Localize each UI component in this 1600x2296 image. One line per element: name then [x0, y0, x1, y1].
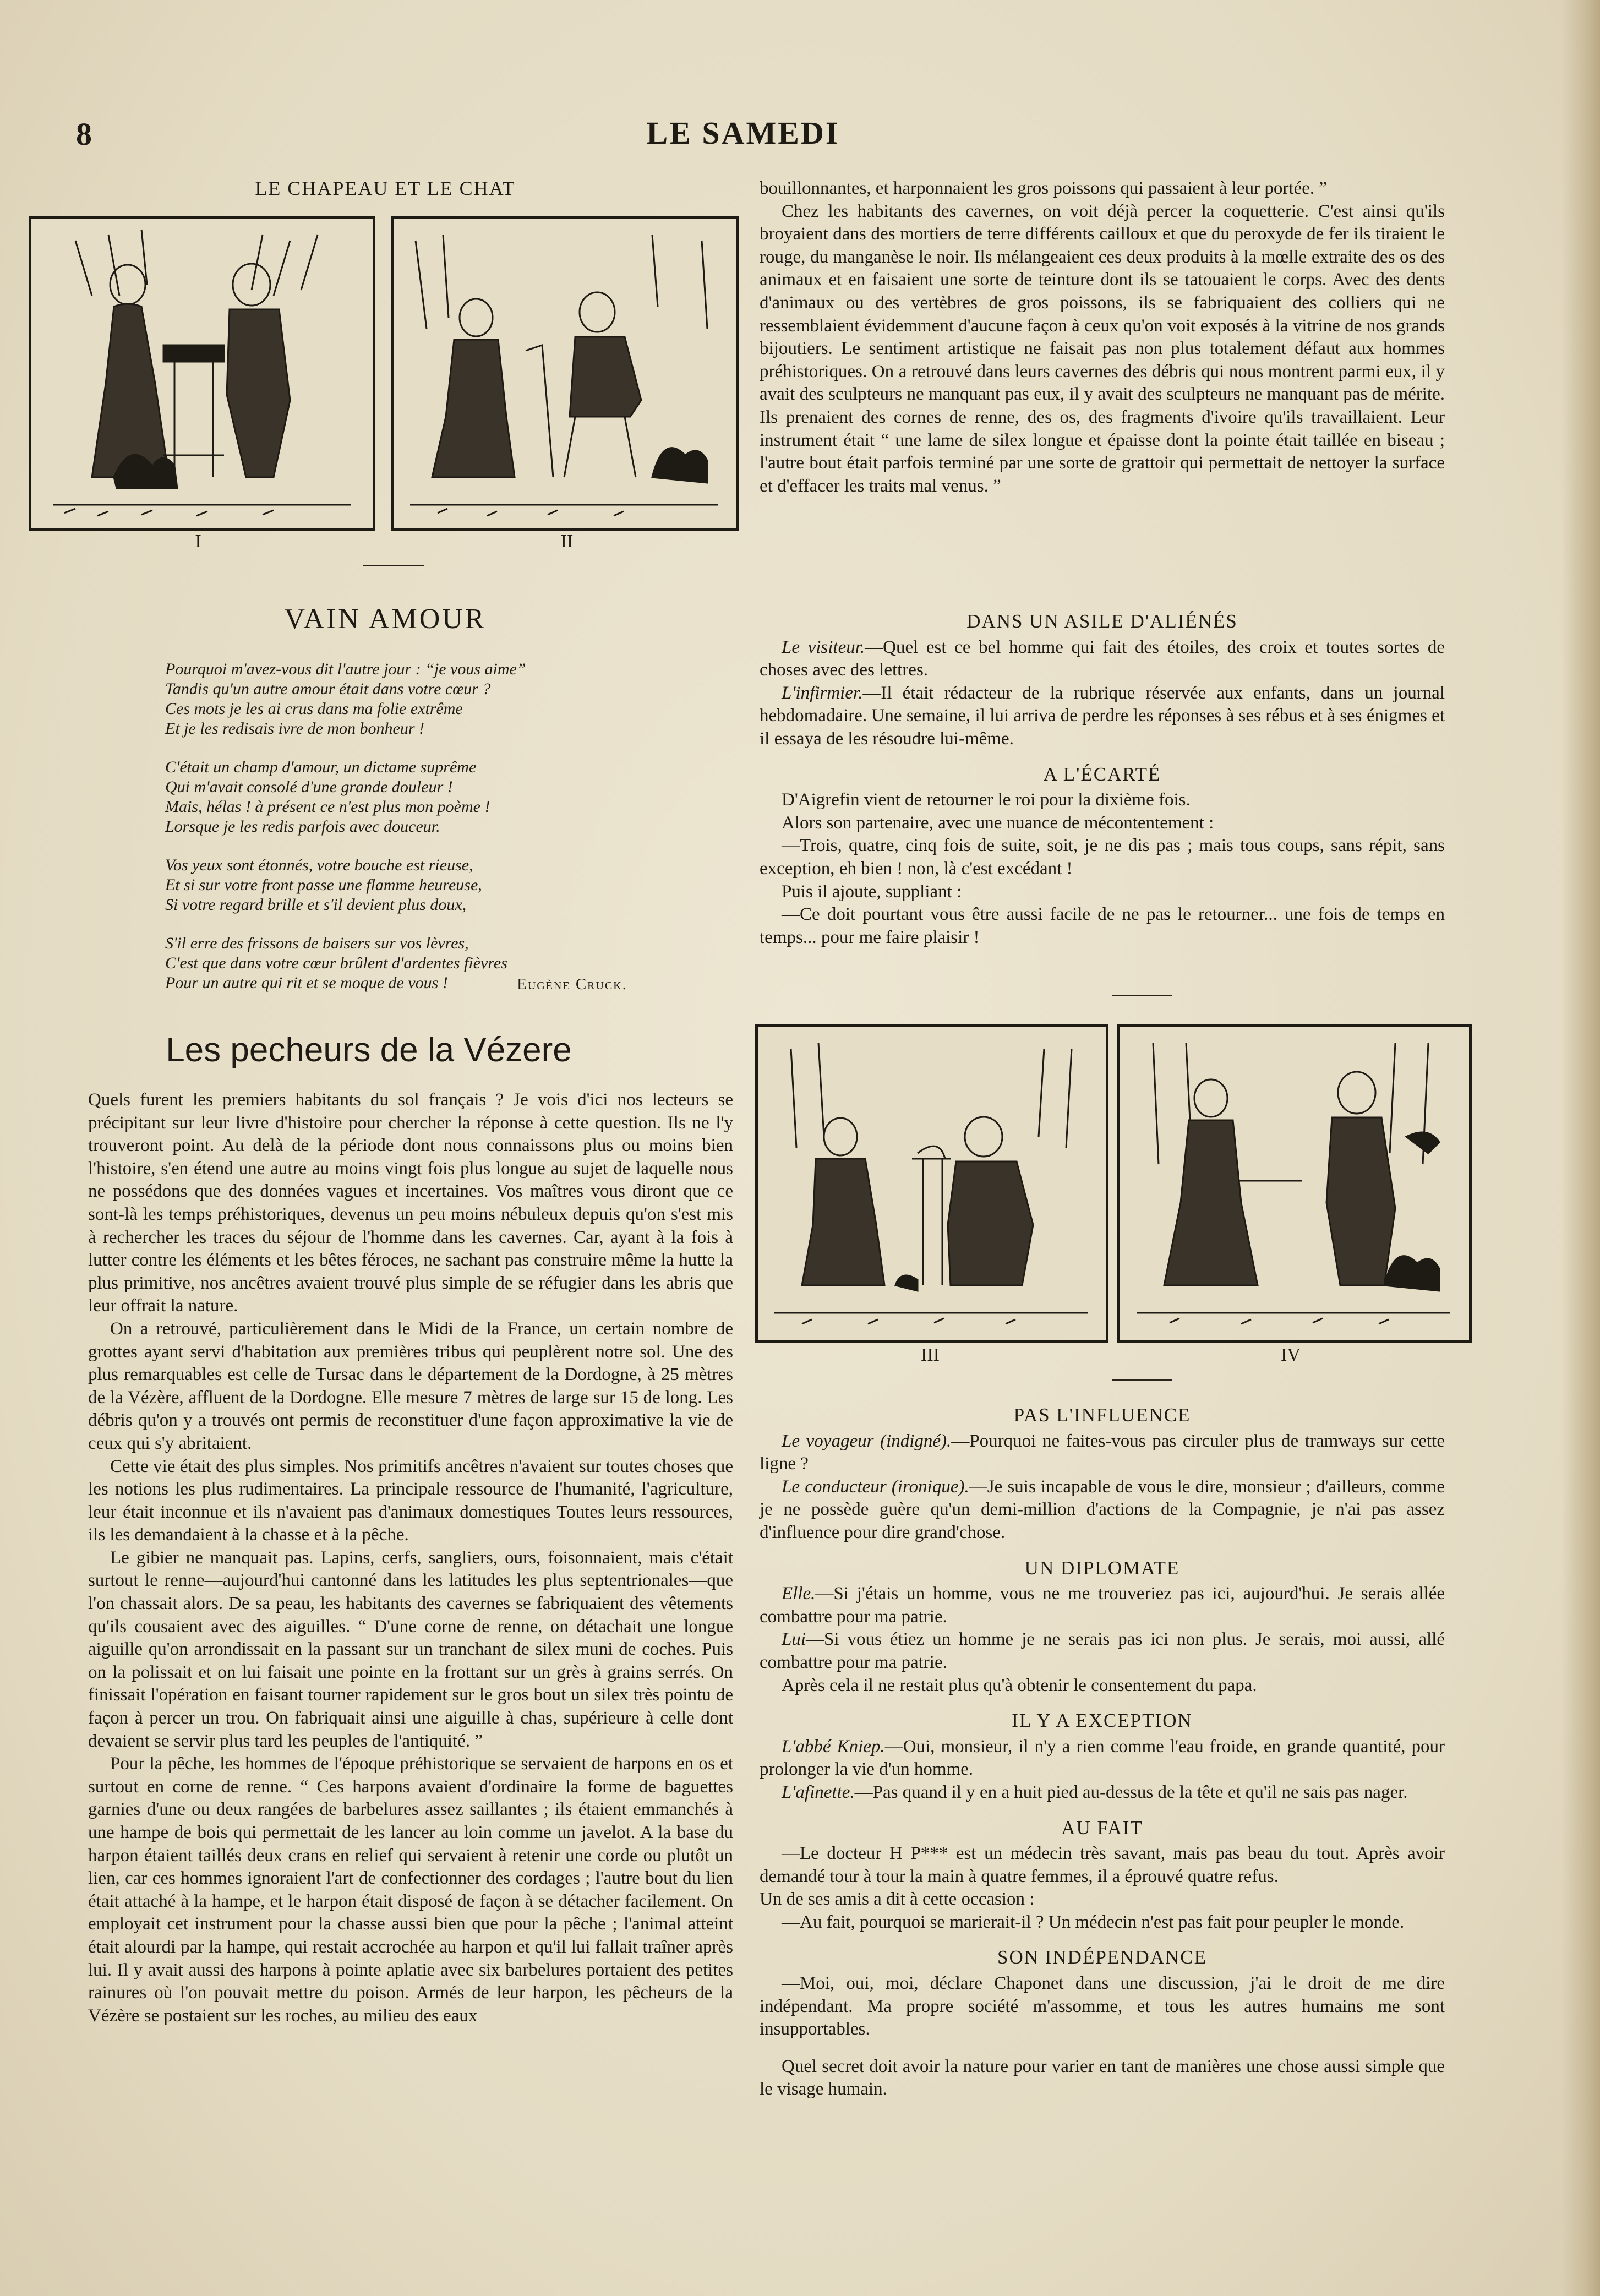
comic-title: LE CHAPEAU ET LE CHAT — [255, 177, 516, 199]
poem-line: Et si sur votre front passe une flamme heureuse, — [165, 876, 482, 894]
article-paragraph: Quels furent les premiers habitants du sol français ? Je vois d'ici nos lecteurs se précipitant sur leur livre d'histoire pour chercher la réponse à cette question. Ils ne l'y trouveront point. Au delà de la période dont nous connaissons plus ou moins bien l'histoire, s'en étend une autre au moins vingt fois plus longue au sujet de laquelle nous ne possédons que des données vagues et incertaines. Vos maîtres vous diront que ce sont-là les temps préhistoriques, devenus un peu moins nébuleux depuis qu'on s'est mis à rechercher les traces du séjour de l'homme dans les cavernes. Car, ayant à la fois à lutter contre les éléments et les bêtes féroces, ne sachant pas construire même la hutte la plus primitive, nos ancêtres avaient trouvé plus simple de se réfugier dans les abris que leur offrait la nature. — [88, 1090, 733, 1316]
section-title: DANS UN ASILE D'ALIÉNÉS — [966, 610, 1238, 632]
joke-text: —Je suis incapable de vous le dire, monsieur ; d'ailleurs, comme je ne possède guère qu'un demi-million d'actions de la Compagnie, je n'ai pas assez d'influence pour dire grand'chose. — [760, 1476, 1445, 1542]
article-paragraph: On a retrouvé, particulièrement dans le Midi de la France, un certain nombre de grottes ayant servi d'habitation aux premières tribus qui peuplèrent notre sol. Une des plus remarquables est celle de Tursac dans le département de la Dordogne, à 25 mètres de la Vézère, affluent de la Dordogne. Elle mesure 7 mètres de large sur 15 de long. Les débris qu'on y a trouvés ont permis de reconstituer d'une façon approximative la vie de ceux qui s'y abritaient. — [88, 1318, 733, 1453]
section-title: AU FAIT — [1061, 1817, 1143, 1839]
joke-text: —Il était rédacteur de la rubrique réservée aux enfants, dans un journal hebdomadaire. Une semaine, il lui arriva de perdre les réponses à ses rébus et à ses énigmes et il essaya de les résoudre lui-même. — [760, 683, 1445, 749]
separator-rule — [1112, 1379, 1172, 1381]
jokes-lower — [760, 1404, 1445, 2101]
masthead: LE SAMEDI — [646, 115, 840, 151]
poem-line: Si votre regard brille et s'il devient plus doux, — [165, 896, 467, 914]
panel-number-3: III — [921, 1345, 940, 1365]
joke-text: —Pourquoi ne faites-vous pas circuler plus de tramways sur cette ligne ? — [760, 1431, 1445, 1474]
article-body — [88, 1089, 733, 2027]
poem-title: VAIN AMOUR — [284, 603, 487, 635]
section-title: UN DIPLOMATE — [1024, 1557, 1180, 1579]
joke-text: —Pas quand il y en a huit pied au-dessus de la tête et qu'il ne sais pas nager. — [854, 1782, 1408, 1802]
speaker: L'abbé Kniep. — [782, 1736, 885, 1757]
poem-line: Tandis qu'un autre amour était dans votre cœur ? — [165, 680, 491, 698]
speaker: Le visiteur. — [782, 637, 865, 657]
article-continuation — [760, 177, 1445, 498]
poem-line: Pour un autre qui rit et se moque de vous ! — [165, 974, 448, 992]
section-title: A L'ÉCARTÉ — [1043, 763, 1161, 785]
joke-text: Alors son partenaire, avec une nuance de mécontentement : — [782, 812, 1214, 833]
separator-rule — [1112, 995, 1172, 996]
poem-line: Mais, hélas ! à présent ce n'est plus mon poème ! — [165, 798, 490, 816]
comic-panel-3-illustration — [758, 1027, 1106, 1340]
joke-text: Puis il ajoute, suppliant : — [782, 881, 962, 902]
article-paragraph: bouillonnantes, et harponnaient les gros poissons qui passaient à leur portée. ” — [760, 178, 1328, 198]
panel-number-4: IV — [1281, 1345, 1301, 1365]
joke-text: —Si j'étais un homme, vous ne me trouveriez pas ici, aujourd'hui. Je serais allée combattre pour ma patrie. — [760, 1584, 1445, 1627]
article-title: Les pecheurs de la Vézere — [166, 1031, 572, 1069]
comic-panel-4 — [1117, 1024, 1472, 1343]
article-paragraph: Pour la pêche, les hommes de l'époque préhistorique se servaient de harpons en os et surtout en corne de renne. “ Ces harpons avaient d'ordinaire la forme de baguettes garnies d'une ou deux rangées de barbelures assez saillantes ; ils étaient emmanchés à une hampe de bois qui permettait de les lancer au loin comme un javelot. A la base du harpon étaient taillés deux crans en relief qui servaient à retenir une corde ou plutôt un lien, car ces hommes ignoraient l'art de confectionner des cordages ; l'autre bout du lien était attaché à la hampe, et le harpon était disposé de façon à se détacher facilement. On employait cet instrument pour la chasse aussi bien que pour la pêche ; l'animal atteint était alourdi par la hampe, qui restait accrochée au harpon et qu'il lui fallait traîner après lui. Il y avait aussi des harpons à pointe aplatie avec six barbelures portaient des petites rainures où l'on pouvait mettre du poison. Armés de leur harpon, les pêcheurs de la Vézère se postaient sur les roches, au milieu des eaux — [88, 1754, 733, 2026]
speaker: L'afinette. — [782, 1782, 855, 1802]
joke-text: —Quel est ce bel homme qui fait des étoiles, des croix et toutes sortes de choses avec des lettres. — [760, 637, 1445, 680]
joke-text: —Le docteur H P*** est un médecin très savant, mais pas beau du tout. Après avoir demandé tour à tour la main à quatre femmes, il a éprouvé quatre refus. — [760, 1844, 1445, 1886]
speaker: Le voyageur (indigné). — [782, 1431, 952, 1451]
poem-line: Qui m'avait consolé d'une grande douleur ! — [165, 778, 453, 796]
speaker: Lui — [782, 1629, 806, 1650]
speaker: Le conducteur (ironique). — [782, 1476, 969, 1497]
comic-panel-3 — [755, 1024, 1108, 1343]
poem-line: Pourquoi m'avez-vous dit l'autre jour : “je vous aime” — [165, 660, 526, 678]
section-title: PAS L'INFLUENCE — [1013, 1404, 1191, 1426]
joke-text: D'Aigrefin vient de retourner le roi pour la dixième fois. — [782, 790, 1191, 810]
poem-line: C'était un champ d'amour, un dictame suprême — [165, 758, 477, 776]
poem-line: C'est que dans votre cœur brûlent d'ardentes fièvres — [165, 954, 507, 972]
poem-author: Eugène Cruck. — [517, 975, 627, 993]
article-paragraph: Le gibier ne manquait pas. Lapins, cerfs, sangliers, ours, foisonnaient, mais c'était surtout le renne—aujourd'hui cantonné dans les latitudes les plus septentrionales—que l'on chassait alors. De sa peau, les habitants des cavernes se fabriquaient des vêtements qu'ils cousaient avec des aiguilles. “ D'une corne de renne, on détachait une longue aiguille qu'on arrondissait en la passant sur un tranchant de silex muni de coches. Puis on la polissait et on lui faisait une pointe en la frottant sur un grès à grains serrés. On finissait l'opération en faisant tourner rapidement sur le gros bout un silex très pointu de façon à percer un trou. On fabriquait ainsi une aiguille à chas, supérieure à celle dont devaient se servir plus tard les peuples de l'antiquité. ” — [88, 1547, 733, 1751]
section-title: IL Y A EXCEPTION — [1012, 1710, 1193, 1732]
section-title: SON INDÉPENDANCE — [997, 1946, 1208, 1968]
poem-line: S'il erre des frissons de baisers sur vos lèvres, — [165, 934, 469, 952]
joke-text: —Si vous étiez un homme je ne serais pas ici non plus. Je serais, moi aussi, allé combattre pour ma patrie. — [760, 1629, 1445, 1672]
comic-panel-1-illustration — [31, 219, 373, 528]
joke-text: —Au fait, pourquoi se marierait-il ? Un médecin n'est pas fait pour peupler le monde. — [782, 1912, 1405, 1932]
joke-text: Après cela il ne restait plus qu'à obtenir le consentement du papa. — [782, 1675, 1257, 1695]
comic-panel-1 — [29, 216, 375, 531]
article-paragraph: Chez les habitants des cavernes, on voit déjà percer la coquetterie. C'est ainsi qu'ils broyaient dans des mortiers de terre différents cailloux et que du peroxyde de fer ils tiraient le rouge, du manganèse le noir. Ils mélangeaient ces deux produits à la mœlle extraite des os des animaux et en faisaient une sorte de teinture dont ils se tatouaient le corps. Avec des dents d'animaux ou des vertèbres de gros poissons, ils se fabriquaient des colliers qui ne ressemblaient évidemment d'aucune façon à ceux qu'on voit exposés à la vitrine de nos grands bijoutiers. Le sentiment artistique ne faisait pas non plus totalement défaut aux hommes préhistoriques. On a retrouvé dans leurs cavernes des débris qui nous montrent parmi eux, il y avait des sculpteurs ne manquant pas eux, il y avait des sculpteurs ne manquant pas de mérite. Ils prenaient des cornes de renne, des os, des fragments d'ivoire qu'ils travaillaient. Leur instrument était “ une lame de silex longue et épaisse dont la pointe était taillée en biseau ; l'autre bout était parfois terminé par une sorte de grattoir qui permettait de nettoyer la surface et d'effacer les traits mal venus. ” — [760, 201, 1445, 496]
poem-line: Ces mots je les ai crus dans ma folie extrême — [165, 700, 463, 718]
comic-panel-2-illustration — [394, 219, 736, 528]
joke-text: —Trois, quatre, cinq fois de suite, soit, je ne dis pas ; mais tous coups, sans répit, sans exception, eh bien ! non, là c'est excédant ! — [760, 836, 1445, 879]
separator-rule — [363, 565, 424, 566]
comic-panel-4-illustration — [1120, 1027, 1469, 1340]
poem-line: Vos yeux sont étonnés, votre bouche est rieuse, — [165, 856, 473, 874]
panel-number-1: I — [195, 531, 201, 552]
poem-stanza-3 — [165, 855, 638, 915]
jokes-upper — [760, 610, 1445, 949]
article-paragraph: Cette vie était des plus simples. Nos primitifs ancêtres n'avaient sur toutes choses que les notions les plus rudimentaires. La principale ressource de l'humanité, l'agriculture, leur était inconnue et ils n'avaient pas d'animaux domestiques Toutes leurs ressources, ils les demandaient à la chasse et à la pêche. — [88, 1456, 733, 1545]
poem-line: Et je les redisais ivre de mon bonheur ! — [165, 719, 425, 738]
closing-quote: Quel secret doit avoir la nature pour varier en tant de manières une chose aussi simple que le visage humain. — [760, 2056, 1445, 2099]
speaker: Elle. — [782, 1584, 816, 1604]
poem-line: Lorsque je les redis parfois avec douceur. — [165, 817, 440, 836]
joke-text: —Moi, oui, moi, déclare Chaponet dans une discussion, j'ai le droit de me dire indépendant. Ma propre société m'assomme, et tous les autres humains me sont insupportables. — [760, 1973, 1445, 2039]
panel-number-2: II — [560, 531, 574, 552]
poem-stanza-2 — [165, 757, 638, 837]
comic-panel-2 — [391, 216, 739, 531]
joke-text: —Ce doit pourtant vous être aussi facile de ne pas le retourner... une fois de temps en temps... pour me faire plaisir ! — [760, 904, 1445, 947]
page-number: 8 — [76, 116, 92, 152]
page-edge-shadow — [1561, 0, 1600, 2296]
speaker: L'infirmier. — [782, 683, 863, 703]
poem-body — [165, 659, 638, 1012]
joke-text: —Oui, monsieur, il n'y a rien comme l'eau froide, en grande quantité, pour prolonger la vie d'un homme. — [760, 1736, 1445, 1780]
joke-text: Un de ses amis a dit à cette occasion : — [760, 1889, 1035, 1910]
poem-stanza-1 — [165, 659, 638, 739]
